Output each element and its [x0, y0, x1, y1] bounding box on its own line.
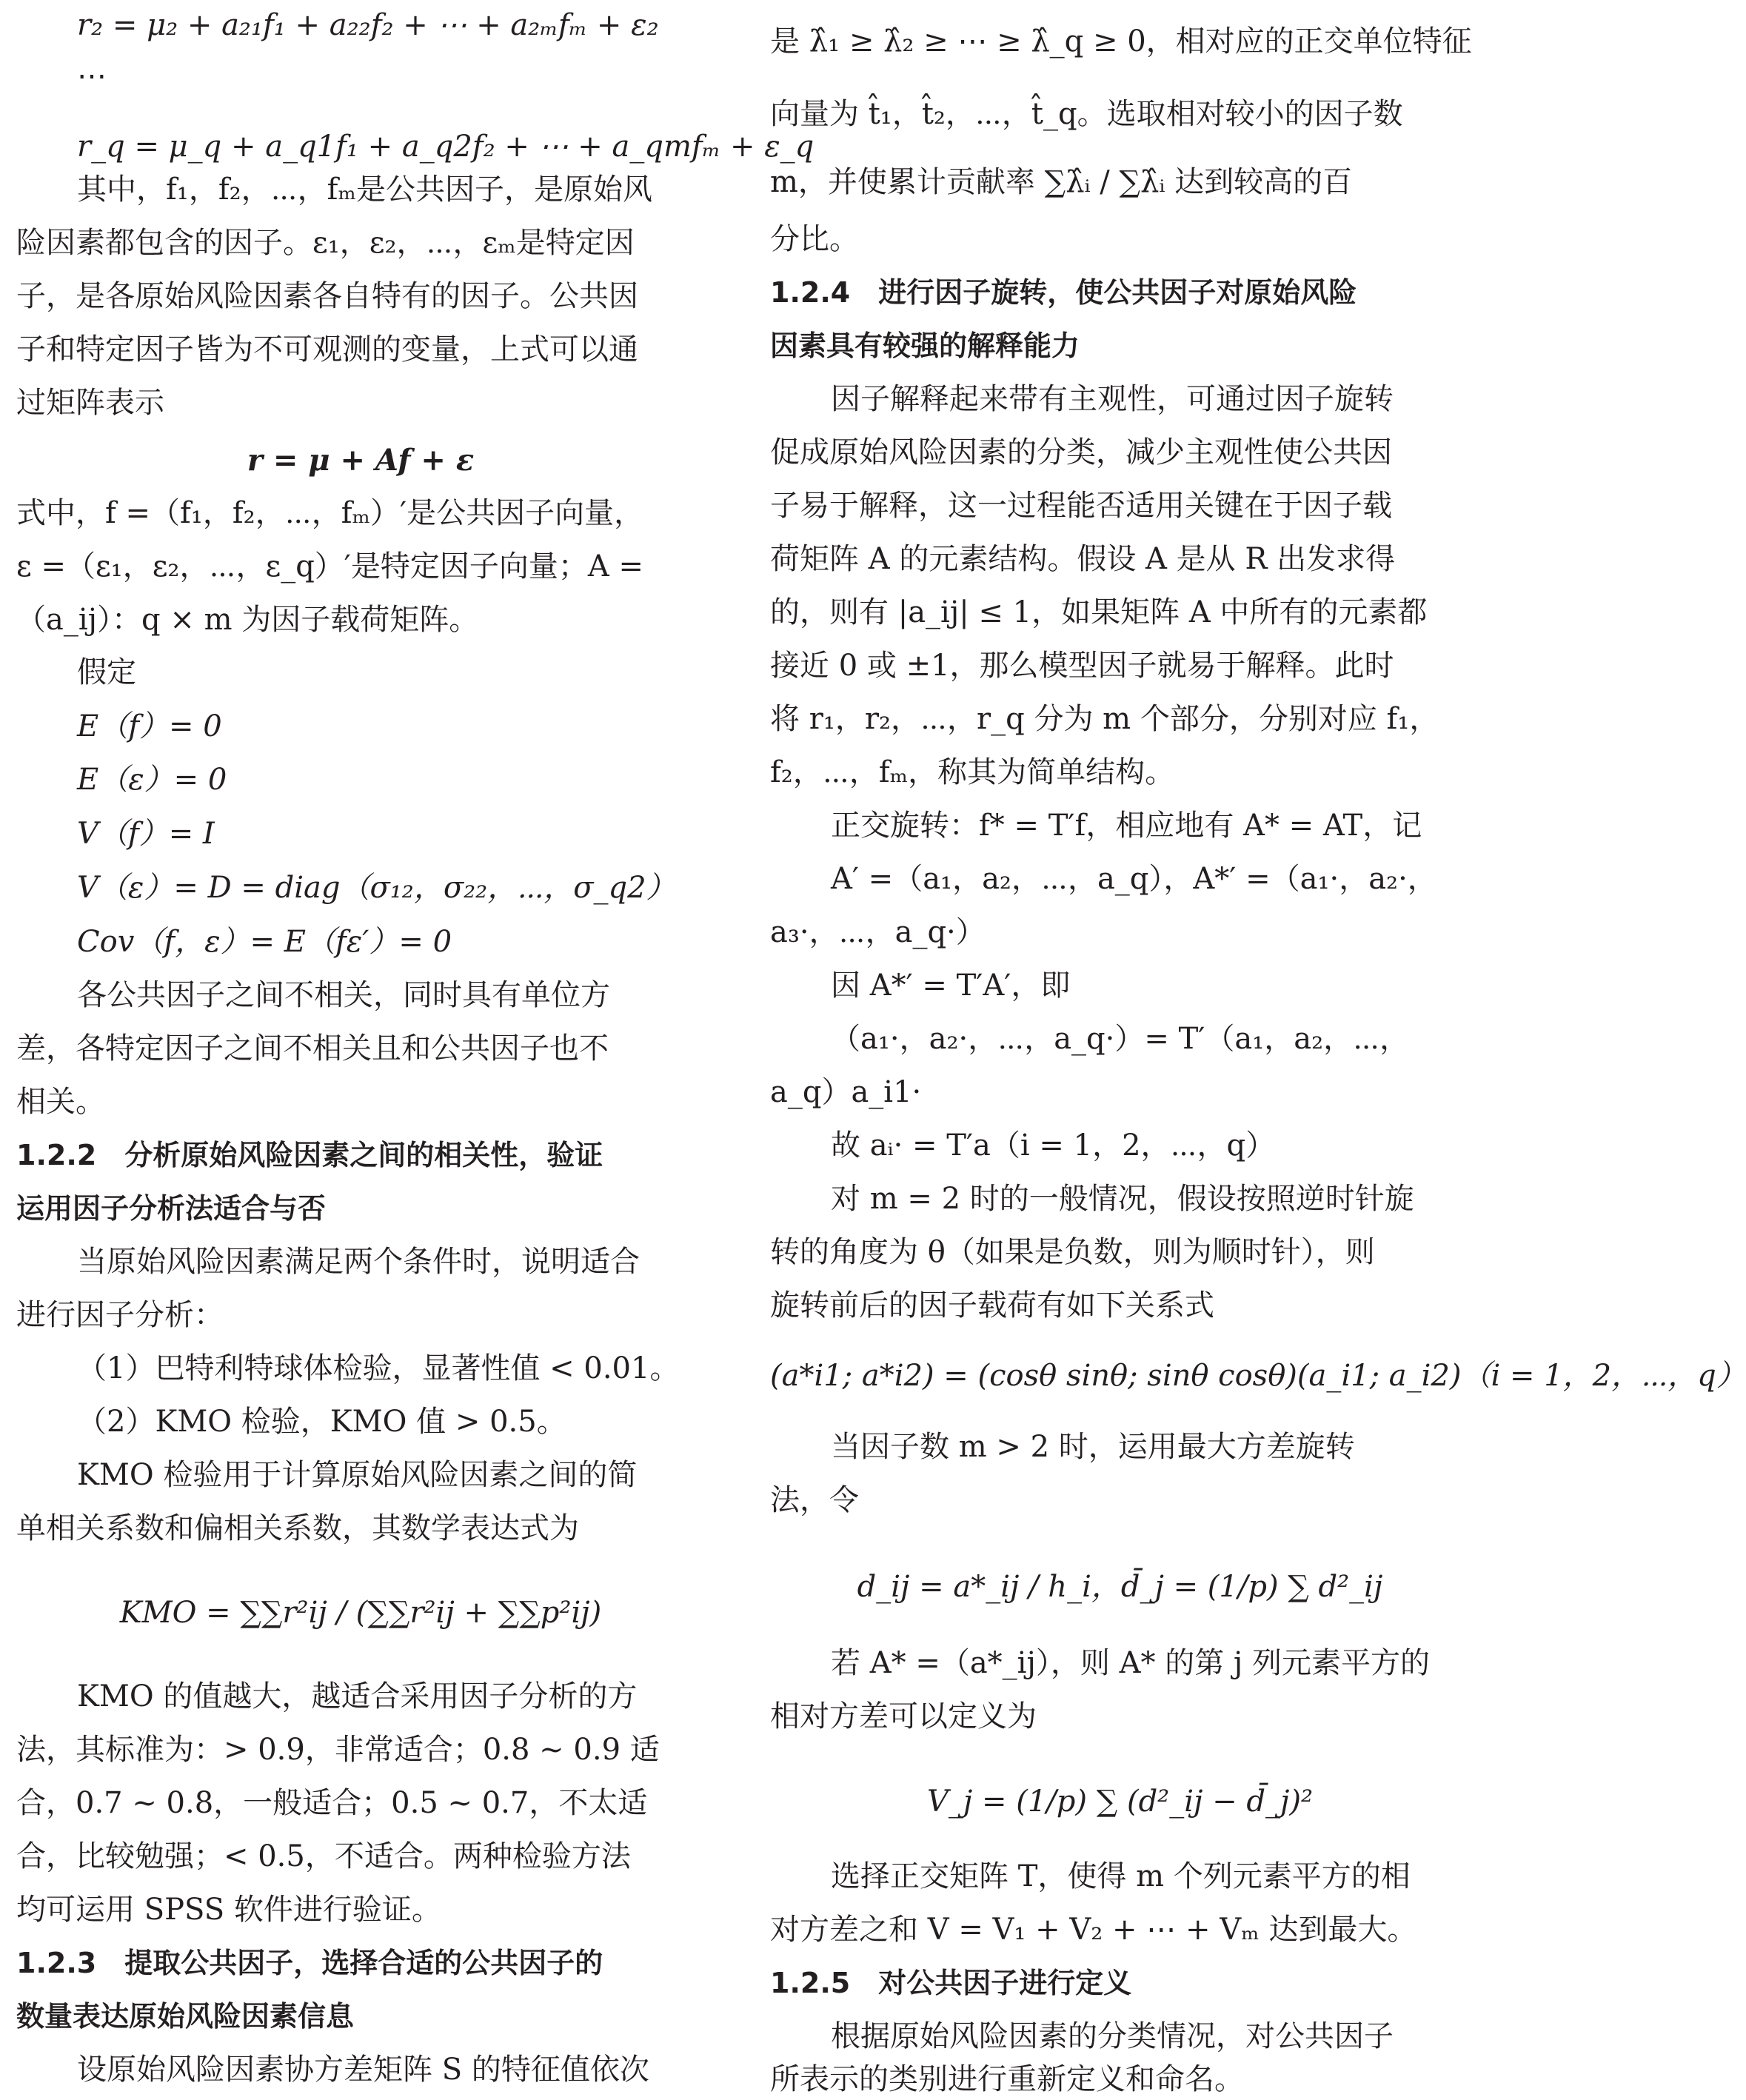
section-heading-1-2-2: 1.2.2 分析原始风险因素之间的相关性，验证 [16, 1139, 603, 1171]
paragraph-line: 当原始风险因素满足两个条件时，说明适合 [77, 1245, 640, 1279]
paragraph-line: 法，其标准为：> 0.9，非常适合；0.8 ~ 0.9 适 [16, 1733, 660, 1767]
paragraph-line: 根据原始风险因素的分类情况，对公共因子 [831, 2019, 1394, 2053]
paragraph-line: 合，0.7 ~ 0.8，一般适合；0.5 ~ 0.7，不太适 [16, 1786, 648, 1820]
paragraph-line: 设原始风险因素协方差矩阵 S 的特征值依次 [77, 2053, 649, 2087]
equation-line: a_q）a_i1· [770, 1075, 922, 1109]
equation-line: （a₁·，a₂·，⋯，a_q·）= T′（a₁，a₂，⋯， [831, 1022, 1410, 1056]
paragraph-line: m，并使累计贡献率 ∑λ̂ᵢ / ∑λ̂ᵢ 达到较高的百 [770, 165, 1353, 199]
paragraph-line: 单相关系数和偏相关系数，其数学表达式为 [16, 1511, 579, 1545]
section-heading-1-2-5: 1.2.5 对公共因子进行定义 [770, 1967, 1132, 1999]
ellipsis-line: ⋯ [77, 59, 107, 93]
section-heading-1-2-4: 1.2.4 进行因子旋转，使公共因子对原始风险 [770, 276, 1357, 309]
equation-line: 故 aᵢ· = T′a（i = 1，2，⋯，q） [831, 1128, 1276, 1163]
section-heading-1-2-3-cont: 数量表达原始风险因素信息 [16, 2000, 355, 2033]
equation-line: A′ =（a₁，a₂，⋯，a_q），A*′ =（a₁·，a₂·， [831, 862, 1437, 896]
paragraph-line: 因 A*′ = T′A′，即 [831, 969, 1071, 1003]
paragraph-line: 是 λ̂₁ ≥ λ̂₂ ≥ ⋯ ≥ λ̂_q ≥ 0，相对应的正交单位特征 [770, 24, 1472, 58]
list-item-2: （2）KMO 检验，KMO 值 > 0.5。 [77, 1405, 566, 1439]
equation-line: a₃·，⋯，a_q·） [770, 915, 986, 949]
equation-assumption: E（f）= 0 [77, 709, 222, 743]
equation-assumption: Cov（f，ε）= E（fε′）= 0 [77, 925, 452, 959]
paragraph-line: 进行因子分析： [16, 1298, 224, 1332]
paragraph-line: 相对方差可以定义为 [770, 1699, 1037, 1733]
paragraph-line: 过矩阵表示 [16, 386, 164, 420]
equation-dij: d_ij = a*_ij / h_i，d̄_j = (1/p) ∑ d²_ij [857, 1570, 1383, 1604]
paragraph-line: 分比。 [770, 222, 859, 256]
paragraph-line: 各公共因子之间不相关，同时具有单位方 [77, 978, 610, 1012]
paragraph-line: 对 m = 2 时的一般情况，假设按照逆时针旋 [831, 1182, 1414, 1216]
paragraph-line: 相关。 [16, 1085, 105, 1119]
equation-assumption: E（ε）= 0 [77, 763, 227, 797]
paragraph-line: f₂，⋯，fₘ，称其为简单结构。 [770, 755, 1175, 789]
paragraph-line: 子，是各原始风险因素各自特有的因子。公共因 [16, 279, 638, 313]
paragraph-line: 式中，f =（f₁，f₂，⋯，fₘ）′是公共因子向量， [16, 496, 644, 530]
paragraph-line: 选择正交矩阵 T，使得 m 个列元素平方的相 [831, 1859, 1411, 1893]
paragraph-line: KMO 检验用于计算原始风险因素之间的简 [77, 1458, 638, 1492]
paragraph-line: 子易于解释，这一过程能否适用关键在于因子载 [770, 489, 1392, 523]
paragraph-line: 若 A* =（a*_ij），则 A* 的第 j 列元素平方的 [831, 1646, 1431, 1680]
paragraph-line: 均可运用 SPSS 软件进行验证。 [16, 1893, 441, 1927]
paragraph-line: 合，比较勉强；< 0.5，不适合。两种检验方法 [16, 1839, 631, 1873]
section-heading-1-2-4-cont: 因素具有较强的解释能力 [770, 330, 1080, 362]
equation-assumption: V（f）= I [77, 817, 215, 851]
section-heading-1-2-2-cont: 运用因子分析法适合与否 [16, 1192, 327, 1225]
assumption-label: 假定 [77, 655, 136, 689]
paragraph-line: 促成原始风险因素的分类，减少主观性使公共因 [770, 435, 1392, 469]
paragraph-line: 险因素都包含的因子。ε₁，ε₂，⋯，εₘ是特定因 [16, 226, 635, 260]
paragraph-line: 子和特定因子皆为不可观测的变量，上式可以通 [16, 332, 638, 367]
equation-matrix: r = μ + Af + ε [247, 443, 475, 478]
equation-kmo: KMO = ∑∑r²ij / (∑∑r²ij + ∑∑p²ij) [119, 1596, 602, 1630]
paragraph-line: 法，令 [770, 1483, 859, 1517]
paragraph-line: （a_ij）：q × m 为因子载荷矩阵。 [16, 603, 479, 637]
paragraph-line: 接近 0 或 ±1，那么模型因子就易于解释。此时 [770, 649, 1394, 683]
paragraph-line: 旋转前后的因子载荷有如下关系式 [770, 1288, 1214, 1322]
paragraph-line: 所表示的类别进行重新定义和命名。 [770, 2062, 1244, 2096]
paragraph-line: 正交旋转：f* = T′f，相应地有 A* = AT，记 [831, 809, 1422, 843]
paragraph-line: KMO 的值越大，越适合采用因子分析的方 [77, 1679, 638, 1713]
paragraph-line: 的，则有 |a_ij| ≤ 1，如果矩阵 A 中所有的元素都 [770, 595, 1428, 629]
list-item-1: （1）巴特利特球体检验，显著性值 < 0.01。 [77, 1351, 680, 1385]
paragraph-line: 当因子数 m > 2 时，运用最大方差旋转 [831, 1430, 1355, 1464]
paragraph-line: ε =（ε₁，ε₂，⋯，ε_q）′是特定因子向量；A = [16, 549, 643, 583]
paragraph-line: 差，各特定因子之间不相关且和公共因子也不 [16, 1031, 609, 1066]
equation-rotation-matrix: (a*i1; a*i2) = (cosθ sinθ; sinθ cosθ)(a_i1; a_i2)（i = 1，2，⋯，q） [770, 1359, 1746, 1393]
equation-assumption: V（ε）= D = diag（σ₁₂，σ₂₂，⋯，σ_q2） [77, 871, 676, 905]
paragraph-line: 将 r₁，r₂，⋯，r_q 分为 m 个部分，分别对应 f₁， [770, 702, 1439, 736]
paragraph-line: 因子解释起来带有主观性，可通过因子旋转 [831, 382, 1394, 416]
paragraph-line: 荷矩阵 A 的元素结构。假设 A 是从 R 出发求得 [770, 542, 1396, 576]
equation-r2: r₂ = μ₂ + a₂₁f₁ + a₂₂f₂ + ⋯ + a₂ₘfₘ + ε₂ [77, 8, 659, 42]
equation-rq: r_q = μ_q + a_q1f₁ + a_q2f₂ + ⋯ + a_qmfₘ + ε_q [77, 130, 815, 164]
equation-vj: V_j = (1/p) ∑ (d²_ij − d̄_j)² [927, 1785, 1313, 1819]
paragraph-line: 转的角度为 θ（如果是负数，则为顺时针），则 [770, 1235, 1375, 1269]
paragraph-line: 对方差之和 V = V₁ + V₂ + ⋯ + Vₘ 达到最大。 [770, 1913, 1417, 1947]
paragraph-line: 其中，f₁，f₂，⋯，fₘ是公共因子，是原始风 [77, 173, 653, 207]
section-heading-1-2-3: 1.2.3 提取公共因子，选择合适的公共因子的 [16, 1947, 603, 1979]
paragraph-line: 向量为 t̂₁，t̂₂，⋯，t̂_q。选取相对较小的因子数 [770, 97, 1403, 131]
